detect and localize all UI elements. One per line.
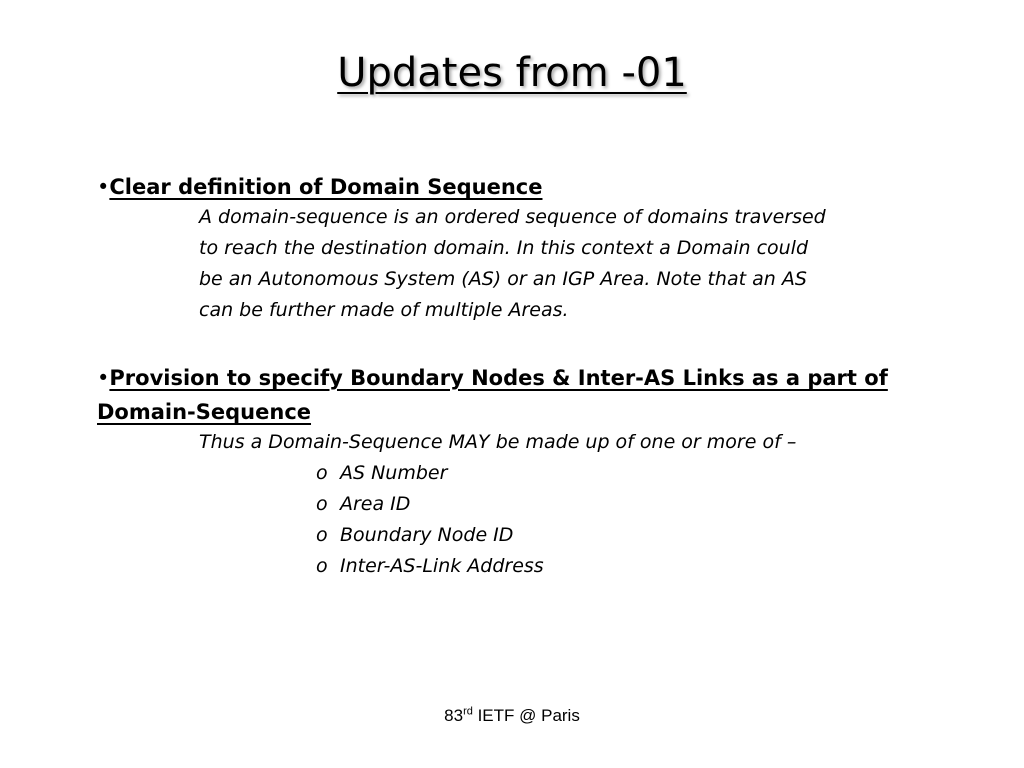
- definition-line: be an Autonomous System (AS) or an IGP Area. Note that an AS: [199, 268, 807, 290]
- definition-line: A domain-sequence is an ordered sequence of domains traversed: [199, 206, 826, 228]
- list-item: [316, 458, 447, 489]
- section-heading-text: Clear definition of Domain Sequence: [109, 175, 543, 199]
- footer-text: IETF @ Paris: [472, 706, 580, 725]
- list-item-text: Area ID: [340, 493, 411, 515]
- list-item-text: AS Number: [340, 462, 448, 484]
- list-item-text: Inter-AS-Link Address: [340, 555, 544, 577]
- footer-number: 83: [444, 706, 464, 725]
- footer-ordinal: rd: [463, 705, 473, 718]
- list-item: [316, 551, 544, 582]
- list-marker: o: [316, 524, 328, 546]
- list-marker: o: [316, 462, 328, 484]
- section-heading-provision-continued: [97, 395, 311, 429]
- section-heading-provision: [97, 361, 888, 395]
- section-heading-text: Domain-Sequence: [97, 400, 312, 424]
- list-item-text: Boundary Node ID: [340, 524, 514, 546]
- list-marker: o: [316, 493, 328, 515]
- domain-sequence-intro: Thus a Domain-Sequence MAY be made up of one or more of –: [199, 431, 797, 453]
- definition-line: to reach the destination domain. In this context a Domain could: [199, 237, 809, 259]
- definition-line: can be further made of multiple Areas.: [199, 299, 569, 321]
- slide-title: Updates from -01: [337, 50, 687, 96]
- list-item: [316, 489, 410, 520]
- section-heading-domain-sequence: [97, 170, 542, 204]
- list-marker: o: [316, 555, 328, 577]
- list-item: [316, 520, 513, 551]
- slide-footer: [0, 706, 1024, 726]
- bullet: •: [97, 175, 110, 199]
- bullet: •: [97, 366, 110, 390]
- section-heading-text: Provision to specify Boundary Nodes & Inter-AS Links as a part of: [109, 366, 888, 390]
